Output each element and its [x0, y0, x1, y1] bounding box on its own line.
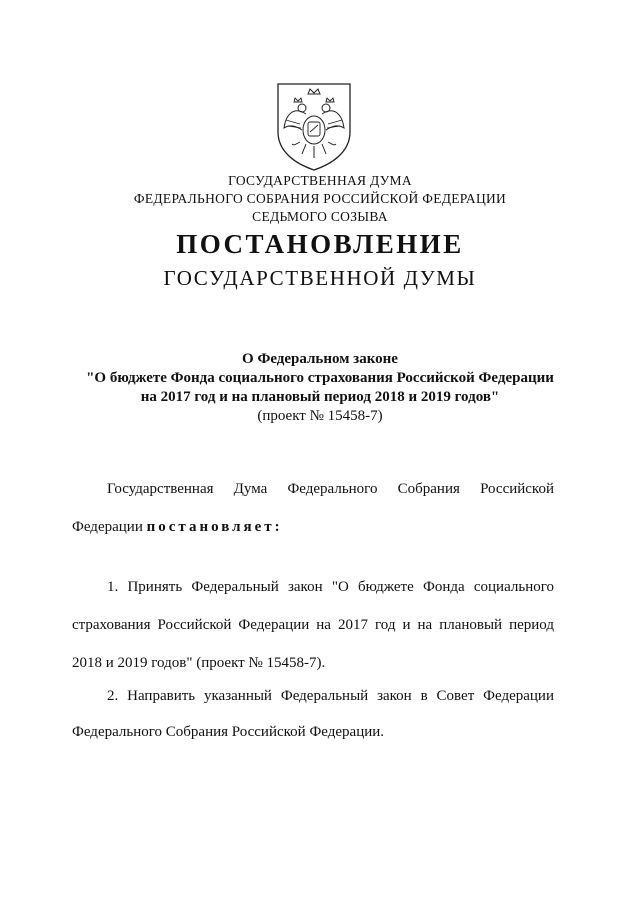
subject-line-3: на 2017 год и на плановый период 2018 и 2019 годов" — [140, 389, 500, 405]
subject-project-number: (проект № 15458-7) — [257, 408, 383, 424]
item-2-line-2: Федерального Собрания Российской Федерации. — [72, 724, 385, 740]
subject-line-1: О Федеральном законе — [242, 351, 398, 367]
item-1-line-1: 1. Принять Федеральный закон "О бюджете Фонда социального — [107, 579, 554, 595]
subject-line-2: "О бюджете Фонда социального страхования Российской Федерации — [86, 370, 554, 386]
document-title: ПОСТАНОВЛЕНИЕ — [176, 229, 464, 259]
document-subtitle: ГОСУДАРСТВЕННОЙ ДУМЫ — [163, 266, 477, 290]
item-1-line-3: 2018 и 2019 годов" (проект № 15458-7). — [72, 655, 326, 671]
org-line-1: ГОСУДАРСТВЕННАЯ ДУМА — [228, 173, 412, 188]
org-line-3: СЕДЬМОГО СОЗЫВА — [252, 209, 388, 224]
org-line-2: ФЕДЕРАЛЬНОГО СОБРАНИЯ РОССИЙСКОЙ ФЕДЕРАЦИИ — [133, 191, 507, 206]
resolves-word: постановляет: — [146, 519, 283, 535]
state-emblem — [272, 80, 356, 172]
intro-line-1: Государственная Дума Федерального Собрания Российской — [107, 481, 554, 497]
intro-line-2: Федерации постановляет: — [72, 519, 283, 535]
item-1-line-2: страхования Российской Федерации на 2017 год и на плановый период — [72, 617, 554, 633]
coat-of-arms-icon — [272, 80, 356, 172]
item-2-line-1: 2. Направить указанный Федеральный закон в Совет Федерации — [107, 688, 554, 704]
